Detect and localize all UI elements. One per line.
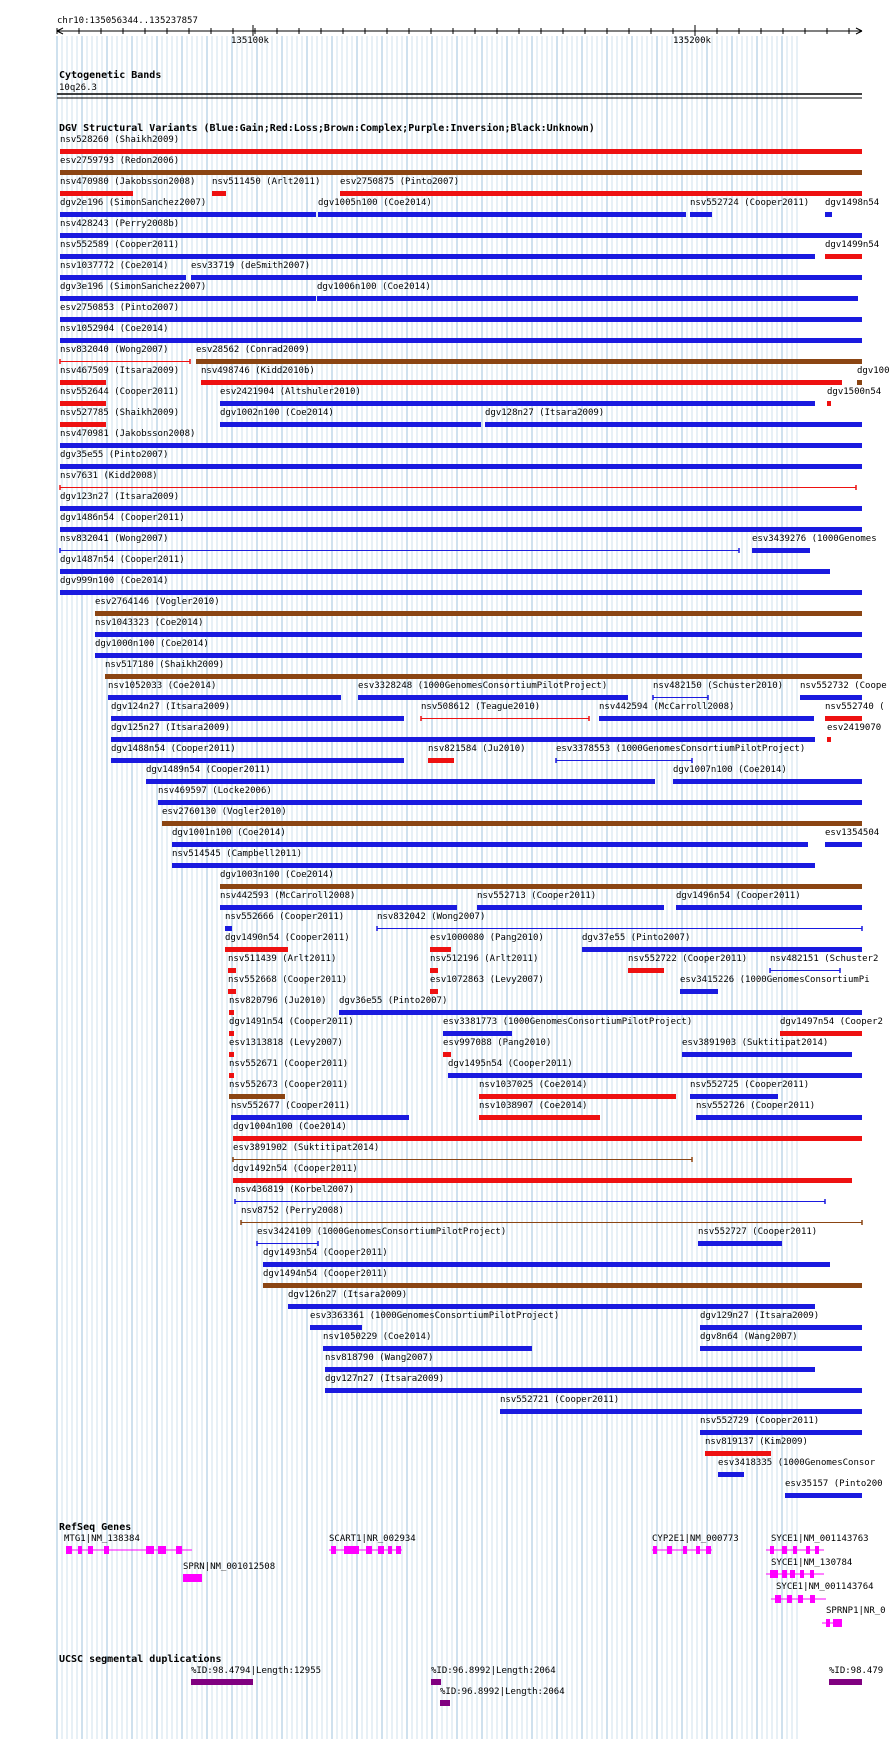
variant-bar[interactable] — [700, 1430, 862, 1435]
gene-exon[interactable] — [388, 1546, 392, 1554]
variant-label: nsv498746 (Kidd2010b) — [201, 366, 315, 376]
variant-label: nsv1050229 (Coe2014) — [323, 1332, 432, 1342]
variant-bar[interactable] — [340, 191, 862, 196]
variant-bar[interactable] — [700, 1325, 862, 1330]
variant-label: nsv1052904 (Coe2014) — [60, 324, 169, 334]
variant-label: dgv1003n100 (Coe2014) — [220, 870, 334, 880]
variant-label: esv1000080 (Pang2010) — [430, 933, 544, 943]
variant-bar[interactable] — [220, 422, 481, 427]
variant-bar[interactable] — [60, 380, 106, 385]
variant-label: nsv511450 (Arlt2011) — [212, 177, 321, 187]
variant-bar[interactable] — [60, 170, 862, 175]
variant-bar[interactable] — [158, 800, 862, 805]
variant-label: esv3381773 (1000GenomesConsortiumPilotProject) — [443, 1017, 693, 1027]
variant-bar[interactable] — [60, 191, 133, 196]
segdup-label: %ID:98.479 — [829, 1666, 884, 1676]
variant-label: dgv36e55 (Pinto2007) — [339, 996, 448, 1006]
variant-bar[interactable] — [225, 926, 232, 931]
variant-label: dgv124n27 (Itsara2009) — [111, 702, 231, 712]
variant-bar[interactable] — [220, 905, 457, 910]
variant-label: nsv8752 (Perry2008) — [241, 1206, 344, 1216]
variant-label: nsv820796 (Ju2010) — [229, 996, 327, 1006]
variant-label: nsv1037025 (Coe2014) — [479, 1080, 588, 1090]
variant-label: esv3891902 (Suktitipat2014) — [233, 1143, 380, 1153]
variant-bar[interactable] — [60, 464, 862, 469]
gene-label: SYCE1|NM_001143764 — [776, 1582, 874, 1592]
variant-bar[interactable] — [485, 422, 862, 427]
gene-exon[interactable] — [826, 1619, 830, 1627]
variant-label: nsv469597 (Locke2006) — [158, 786, 272, 796]
variant-label: esv35157 (Pinto200 — [785, 1479, 883, 1489]
variant-bar[interactable] — [690, 1094, 778, 1099]
variant-bar[interactable] — [60, 212, 316, 217]
variant-bar[interactable] — [448, 1073, 862, 1078]
gene-exon[interactable] — [104, 1546, 109, 1554]
variant-label: dgv999n100 (Coe2014) — [60, 576, 169, 586]
gene-exon[interactable] — [88, 1546, 93, 1554]
variant-bar[interactable] — [705, 1451, 771, 1456]
variant-label: esv1313818 (Levy2007) — [229, 1038, 343, 1048]
gene-label: MTG1|NM_138384 — [64, 1534, 140, 1544]
variant-bar[interactable] — [172, 863, 815, 868]
variant-bar[interactable] — [60, 254, 815, 259]
variant-label: dgv1498n54 — [825, 198, 880, 208]
variant-label: nsv528260 (Shaikh2009) — [60, 135, 180, 145]
variant-label: esv3363361 (1000GenomesConsortiumPilotProject) — [310, 1311, 560, 1321]
variant-bar[interactable] — [146, 779, 655, 784]
variant-bar[interactable] — [95, 653, 862, 658]
variant-bar[interactable] — [800, 695, 862, 700]
ruler-tick-label: 135200k — [673, 36, 711, 46]
variant-label: nsv482150 (Schuster2010) — [653, 681, 784, 691]
gene-exon[interactable] — [815, 1546, 819, 1554]
gene-exon[interactable] — [696, 1546, 700, 1554]
variant-label: nsv470981 (Jakobsson2008) — [60, 429, 196, 439]
variant-label: dgv125n27 (Itsara2009) — [111, 723, 231, 733]
variant-bar[interactable] — [430, 989, 438, 994]
gene-exon[interactable] — [683, 1546, 687, 1554]
segmental-duplications-track[interactable] — [59, 1653, 883, 1706]
variant-bar[interactable] — [325, 1388, 862, 1393]
variant-label: nsv552666 (Cooper2011) — [225, 912, 345, 922]
gene-exon[interactable] — [66, 1546, 72, 1554]
variant-label: esv2421904 (Altshuler2010) — [220, 387, 361, 397]
variant-bar[interactable] — [60, 527, 862, 532]
variant-label: nsv436819 (Korbel2007) — [235, 1185, 355, 1195]
variant-label: esv3378553 (1000GenomesConsortiumPilotProject) — [556, 744, 806, 754]
gene-exon[interactable] — [775, 1595, 781, 1603]
variant-label: dgv35e55 (Pinto2007) — [60, 450, 169, 460]
variant-label: nsv552671 (Cooper2011) — [229, 1059, 349, 1069]
variant-bar[interactable] — [172, 842, 808, 847]
variant-bar[interactable] — [108, 695, 341, 700]
variant-bar[interactable] — [263, 1283, 862, 1288]
variant-label: dgv1006n100 (Coe2014) — [317, 282, 431, 292]
variant-bar[interactable] — [229, 1010, 234, 1015]
variant-bar[interactable] — [310, 1325, 362, 1330]
gene-exon[interactable] — [810, 1595, 815, 1603]
variant-label: nsv512196 (Arlt2011) — [430, 954, 539, 964]
variant-bar[interactable] — [752, 548, 810, 553]
variant-label: dgv1000n100 (Coe2014) — [95, 639, 209, 649]
variant-bar[interactable] — [825, 842, 862, 847]
variant-label: nsv1043323 (Coe2014) — [95, 618, 204, 628]
variant-label: nsv552726 (Cooper2011) — [696, 1101, 816, 1111]
gene-label: SPRNP1|NR_0 — [826, 1606, 886, 1616]
variant-bar[interactable] — [500, 1409, 862, 1414]
gene-label: SYCE1|NM_001143763 — [771, 1534, 869, 1544]
variant-label: dgv128n27 (Itsara2009) — [485, 408, 605, 418]
variant-label: esv28562 (Conrad2009) — [196, 345, 310, 355]
variant-label: esv2419070 — [827, 723, 882, 733]
variant-label: dgv129n27 (Itsara2009) — [700, 1311, 820, 1321]
variant-label: dgv1001n100 (Coe2014) — [172, 828, 286, 838]
variant-bar[interactable] — [857, 380, 862, 385]
refseq-genes-title: RefSeq Genes — [59, 1522, 132, 1533]
variant-bar[interactable] — [220, 401, 815, 406]
variant-label: dgv1499n54 — [825, 240, 880, 250]
variant-label: dgv1488n54 (Cooper2011) — [111, 744, 236, 754]
variant-label: dgv127n27 (Itsara2009) — [325, 1374, 445, 1384]
variant-bar[interactable] — [233, 1178, 852, 1183]
variant-label: dgv1497n54 (Cooper2 — [780, 1017, 883, 1027]
variant-bar[interactable] — [676, 905, 862, 910]
variant-label: dgv1491n54 (Cooper2011) — [229, 1017, 354, 1027]
segdup-label: %ID:96.8992|Length:2064 — [440, 1687, 565, 1697]
variant-bar[interactable] — [212, 191, 226, 196]
variant-label: nsv552732 (Coope — [800, 681, 887, 691]
variant-bar[interactable] — [228, 989, 236, 994]
gene-exon[interactable] — [782, 1546, 787, 1554]
variant-bar[interactable] — [317, 296, 858, 301]
gene-label: CYP2E1|NM_000773 — [652, 1534, 739, 1544]
variant-bar[interactable] — [690, 212, 712, 217]
variant-bar[interactable] — [825, 212, 832, 217]
variant-bar[interactable] — [479, 1094, 676, 1099]
gene-exon[interactable] — [833, 1619, 842, 1627]
gene-exon[interactable] — [366, 1546, 372, 1554]
variant-bar[interactable] — [682, 1052, 852, 1057]
variant-label: esv2764146 (Vogler2010) — [95, 597, 220, 607]
variant-label: esv3424109 (1000GenomesConsortiumPilotProject) — [257, 1227, 507, 1237]
segdup-label: %ID:96.8992|Length:2064 — [431, 1666, 556, 1676]
gene-exon[interactable] — [770, 1546, 774, 1554]
variant-bar[interactable] — [201, 380, 842, 385]
variant-bar[interactable] — [827, 401, 831, 406]
gene-exon[interactable] — [667, 1546, 672, 1554]
gene-label: SPRN|NM_001012508 — [183, 1562, 276, 1572]
variant-label: dgv1489n54 (Cooper2011) — [146, 765, 271, 775]
variant-label: nsv818790 (Wang2007) — [325, 1353, 434, 1363]
ruler-range-label: chr10:135056344..135237857 — [57, 16, 198, 26]
gene-exon[interactable] — [146, 1546, 154, 1554]
gene-exon[interactable] — [158, 1546, 166, 1554]
variant-bar[interactable] — [827, 737, 831, 742]
variant-bar[interactable] — [325, 1367, 815, 1372]
variant-bar[interactable] — [231, 1115, 409, 1120]
variant-label: esv3418335 (1000GenomesConsor — [718, 1458, 876, 1468]
variant-label: nsv552673 (Cooper2011) — [229, 1080, 349, 1090]
variant-label: dgv1493n54 (Cooper2011) — [263, 1248, 388, 1258]
gene-exon[interactable] — [706, 1546, 711, 1554]
variant-label: nsv552713 (Cooper2011) — [477, 891, 597, 901]
dgv-track-title: DGV Structural Variants (Blue:Gain;Red:Loss;Brown:Complex;Purple:Inversion;Black:Unknown) — [59, 123, 595, 134]
variant-label: dgv1500n54 — [827, 387, 882, 397]
variant-bar[interactable] — [60, 338, 862, 343]
variant-bar[interactable] — [696, 1115, 862, 1120]
variant-label: nsv552677 (Cooper2011) — [231, 1101, 351, 1111]
variant-bar[interactable] — [111, 716, 404, 721]
variant-label: dgv123n27 (Itsara2009) — [60, 492, 180, 502]
variant-bar[interactable] — [60, 422, 106, 427]
variant-label: esv3328248 (1000GenomesConsortiumPilotProject) — [358, 681, 608, 691]
variant-bar[interactable] — [60, 590, 862, 595]
variant-label: dgv37e55 (Pinto2007) — [582, 933, 691, 943]
variant-bar[interactable] — [582, 947, 862, 952]
variant-label: esv2750853 (Pinto2007) — [60, 303, 180, 313]
coordinate-ruler[interactable] — [57, 16, 862, 46]
variant-bar[interactable] — [162, 821, 862, 826]
variant-bar[interactable] — [233, 1136, 862, 1141]
variant-bar[interactable] — [358, 695, 628, 700]
variant-label: nsv508612 (Teague2010) — [421, 702, 541, 712]
variant-bar[interactable] — [785, 1493, 862, 1498]
gene-exon[interactable] — [810, 1570, 814, 1578]
variant-label: nsv482151 (Schuster2 — [770, 954, 879, 964]
variant-label: nsv552589 (Cooper2011) — [60, 240, 180, 250]
variant-label: nsv832040 (Wong2007) — [60, 345, 169, 355]
gene-exon[interactable] — [344, 1546, 359, 1554]
variant-label: nsv1052033 (Coe2014) — [108, 681, 217, 691]
variant-label: esv1072863 (Levy2007) — [430, 975, 544, 985]
variant-label: dgv1486n54 (Cooper2011) — [60, 513, 185, 523]
variant-label: nsv552724 (Cooper2011) — [690, 198, 810, 208]
variant-label: nsv1038907 (Coe2014) — [479, 1101, 588, 1111]
gene-exon[interactable] — [790, 1570, 795, 1578]
ruler-tick-label: 135100k — [231, 36, 269, 46]
gene-exon[interactable] — [787, 1595, 792, 1603]
variant-bar[interactable] — [111, 758, 404, 763]
gene-exon[interactable] — [806, 1546, 810, 1554]
variant-label: dgv1494n54 (Cooper2011) — [263, 1269, 388, 1279]
variant-bar[interactable] — [60, 401, 106, 406]
variant-label: nsv552668 (Cooper2011) — [228, 975, 348, 985]
variant-label: nsv1037772 (Coe2014) — [60, 261, 169, 271]
gene-label: SYCE1|NM_130784 — [771, 1558, 853, 1568]
variant-bar[interactable] — [60, 233, 862, 238]
variant-label: nsv552725 (Cooper2011) — [690, 1080, 810, 1090]
cytogenetic-band-label: 10q26.3 — [59, 83, 97, 93]
variant-bar[interactable] — [479, 1115, 600, 1120]
gene-exon[interactable] — [331, 1546, 336, 1554]
gene-exon[interactable] — [176, 1546, 182, 1554]
variant-label: dgv8n64 (Wang2007) — [700, 1332, 798, 1342]
variant-label: nsv517180 (Shaikh2009) — [105, 660, 225, 670]
segdup-bar[interactable] — [431, 1679, 441, 1685]
variant-label: nsv442594 (McCarroll2008) — [599, 702, 735, 712]
variant-bar[interactable] — [60, 569, 830, 574]
segmental-duplications-title: UCSC segmental duplications — [59, 1654, 222, 1665]
variant-label: nsv527785 (Shaikh2009) — [60, 408, 180, 418]
variant-bar[interactable] — [220, 884, 862, 889]
variant-bar[interactable] — [105, 674, 862, 679]
variant-bar[interactable] — [229, 1031, 234, 1036]
variant-bar[interactable] — [60, 149, 862, 154]
variant-label: dgv126n27 (Itsara2009) — [288, 1290, 408, 1300]
variant-bar[interactable] — [60, 506, 862, 511]
variant-bar[interactable] — [825, 254, 862, 259]
variant-label: dgv1487n54 (Cooper2011) — [60, 555, 185, 565]
variant-bar[interactable] — [229, 1094, 285, 1099]
variant-label: nsv552740 ( — [825, 702, 885, 712]
variant-bar[interactable] — [323, 1346, 532, 1351]
variant-bar[interactable] — [599, 716, 814, 721]
variant-bar[interactable] — [229, 1073, 234, 1078]
variant-bar[interactable] — [673, 779, 862, 784]
variant-label: nsv821584 (Ju2010) — [428, 744, 526, 754]
variant-bar[interactable] — [196, 359, 862, 364]
variant-bar[interactable] — [443, 1031, 512, 1036]
variant-bar[interactable] — [60, 317, 862, 322]
gene-exon[interactable] — [183, 1574, 202, 1582]
variant-bar[interactable] — [428, 758, 454, 763]
segdup-bar[interactable] — [440, 1700, 450, 1706]
variant-label: nsv514545 (Campbell2011) — [172, 849, 303, 859]
variant-label: nsv511439 (Arlt2011) — [228, 954, 337, 964]
variant-bar[interactable] — [229, 1052, 234, 1057]
variant-bar[interactable] — [628, 968, 664, 973]
variant-bar[interactable] — [111, 737, 815, 742]
variant-label: esv3891903 (Suktitipat2014) — [682, 1038, 829, 1048]
gene-exon[interactable] — [396, 1546, 401, 1554]
variant-bar[interactable] — [95, 632, 862, 637]
gene-exon[interactable] — [800, 1570, 804, 1578]
variant-label: nsv832041 (Wong2007) — [60, 534, 169, 544]
variant-label: dgv1490n54 (Cooper2011) — [225, 933, 350, 943]
variant-bar[interactable] — [263, 1262, 830, 1267]
variant-label: nsv552722 (Cooper2011) — [628, 954, 748, 964]
variant-bar[interactable] — [191, 275, 862, 280]
variant-label: esv2760130 (Vogler2010) — [162, 807, 287, 817]
variant-label: dgv1002n100 (Coe2014) — [220, 408, 334, 418]
variant-bar[interactable] — [60, 443, 862, 448]
variant-bar[interactable] — [825, 716, 862, 721]
variant-bar[interactable] — [288, 1304, 815, 1309]
variant-bar[interactable] — [60, 296, 316, 301]
variant-bar[interactable] — [680, 989, 718, 994]
variant-label: esv2759793 (Redon2006) — [60, 156, 180, 166]
gene-exon[interactable] — [770, 1570, 778, 1578]
variant-label: nsv7631 (Kidd2008) — [60, 471, 158, 481]
dgv-structural-variants-track[interactable] — [59, 122, 890, 1498]
variant-label: nsv428243 (Perry2008b) — [60, 219, 180, 229]
variant-label: nsv552644 (Cooper2011) — [60, 387, 180, 397]
variant-label: esv997088 (Pang2010) — [443, 1038, 552, 1048]
variant-label: dgv1492n54 (Cooper2011) — [233, 1164, 358, 1174]
gene-exon[interactable] — [378, 1546, 384, 1554]
variant-bar[interactable] — [718, 1472, 744, 1477]
variant-bar[interactable] — [698, 1241, 782, 1246]
variant-label: esv1354504 — [825, 828, 880, 838]
variant-label: dgv1496n54 (Cooper2011) — [676, 891, 801, 901]
variant-bar[interactable] — [700, 1346, 862, 1351]
variant-label: dgv100 — [857, 366, 890, 376]
segdup-bar[interactable] — [191, 1679, 253, 1685]
gene-exon[interactable] — [798, 1595, 803, 1603]
variant-label: nsv552727 (Cooper2011) — [698, 1227, 818, 1237]
segdup-label: %ID:98.4794|Length:12955 — [191, 1666, 322, 1676]
variant-label: nsv442593 (McCarroll2008) — [220, 891, 356, 901]
variant-label: dgv1495n54 (Cooper2011) — [448, 1059, 573, 1069]
variant-bar[interactable] — [443, 1052, 451, 1057]
variant-label: nsv467509 (Itsara2009) — [60, 366, 180, 376]
variant-bar[interactable] — [228, 968, 236, 973]
variant-bar[interactable] — [95, 611, 862, 616]
gene-exon[interactable] — [793, 1546, 797, 1554]
gene-exon[interactable] — [78, 1546, 82, 1554]
variant-bar[interactable] — [60, 275, 186, 280]
variant-label: dgv1005n100 (Coe2014) — [318, 198, 432, 208]
variant-label: dgv3e196 (SimonSanchez2007) — [60, 282, 207, 292]
variant-label: esv3439276 (1000Genomes — [752, 534, 877, 544]
variant-label: nsv819137 (Kim2009) — [705, 1437, 808, 1447]
variant-label: esv3415226 (1000GenomesConsortiumPi — [680, 975, 870, 985]
gene-exon[interactable] — [782, 1570, 787, 1578]
variant-label: dgv1007n100 (Coe2014) — [673, 765, 787, 775]
variant-bar[interactable] — [780, 1031, 862, 1036]
variant-bar[interactable] — [477, 905, 664, 910]
variant-bar[interactable] — [430, 947, 451, 952]
gene-label: SCART1|NR_002934 — [329, 1534, 416, 1544]
variant-label: esv33719 (deSmith2007) — [191, 261, 311, 271]
variant-label: esv2750875 (Pinto2007) — [340, 177, 460, 187]
gene-exon[interactable] — [653, 1546, 657, 1554]
cytogenetic-bands-track[interactable] — [57, 69, 862, 98]
segdup-bar[interactable] — [829, 1679, 862, 1685]
variant-label: nsv552729 (Cooper2011) — [700, 1416, 820, 1426]
variant-label: dgv1004n100 (Coe2014) — [233, 1122, 347, 1132]
variant-label: nsv552721 (Cooper2011) — [500, 1395, 620, 1405]
variant-bar[interactable] — [225, 947, 288, 952]
variant-bar[interactable] — [430, 968, 438, 973]
variant-label: nsv470980 (Jakobsson2008) — [60, 177, 196, 187]
variant-bar[interactable] — [339, 1010, 862, 1015]
variant-label: nsv832042 (Wong2007) — [377, 912, 486, 922]
variant-label: dgv2e196 (SimonSanchez2007) — [60, 198, 207, 208]
variant-bar[interactable] — [318, 212, 686, 217]
cytogenetic-bands-title: Cytogenetic Bands — [59, 70, 162, 81]
